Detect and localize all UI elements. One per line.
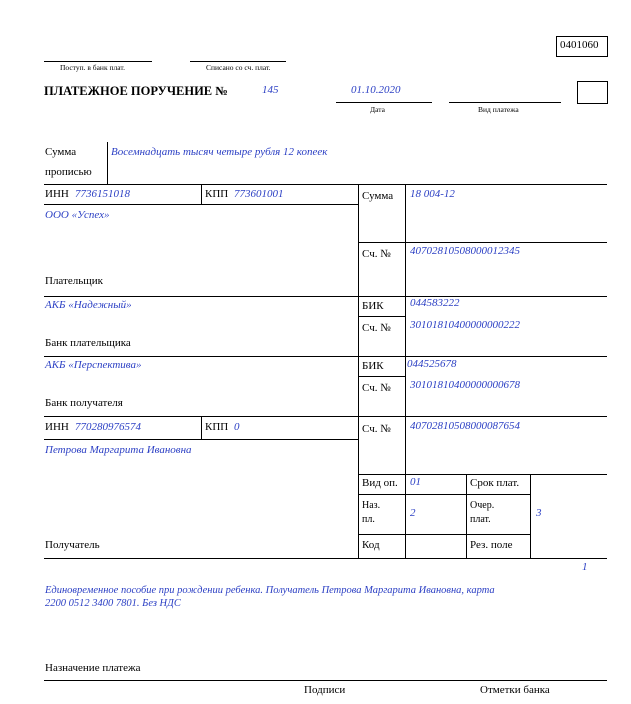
grid-line-bik2 <box>358 376 405 377</box>
payer-bank-name: АКБ «Надежный» <box>45 299 132 311</box>
date-line <box>336 102 432 103</box>
grid-line-inn <box>44 184 607 185</box>
purpose-code-label-1: Наз. <box>362 500 381 511</box>
payer-bank-acc-label: Сч. № <box>362 322 391 334</box>
grid-vline-main <box>358 184 359 558</box>
payment-type-line <box>449 102 561 103</box>
form-code: 0401060 <box>560 39 599 51</box>
extra-field: 1 <box>582 561 588 573</box>
payment-type-label: Вид платежа <box>478 105 519 114</box>
payer-bank-label: Банк плательщика <box>45 337 131 349</box>
sum-words-value: Восемнадцать тысяч четыре рубля 12 копеек <box>111 146 328 158</box>
grid-line-payee-sub <box>44 439 358 440</box>
payer-acc-label: Сч. № <box>362 248 391 260</box>
grid-line-payer-sub <box>44 204 358 205</box>
recv-bank-label: Поступ. в банк плат. <box>60 63 125 72</box>
grid-line-codes-top <box>358 474 607 475</box>
bank-marks-label: Отметки банка <box>480 684 550 696</box>
grid-vline-codes-a <box>466 474 467 558</box>
sum-words-divider <box>107 142 108 184</box>
grid-vline-values <box>405 184 406 558</box>
payee-name: Петрова Маргарита Ивановна <box>45 444 192 456</box>
priority: 3 <box>536 507 542 519</box>
purpose-code-label-2: пл. <box>362 514 375 525</box>
debited-label: Списано со сч. плат. <box>206 63 271 72</box>
recv-bank-line <box>44 61 152 62</box>
payer-bank-bik-label: БИК <box>362 300 384 312</box>
payer-inn: 7736151018 <box>75 188 130 200</box>
grid-vline-kpp2 <box>201 416 202 439</box>
payer-label: Плательщик <box>45 275 103 287</box>
payer-acc: 40702810508000012345 <box>410 245 520 257</box>
payer-kpp-label: КПП <box>205 188 229 200</box>
code-label: Код <box>362 539 380 551</box>
payee-bank-acc-label: Сч. № <box>362 382 391 394</box>
payer-kpp: 773601001 <box>234 188 284 200</box>
payee-label: Получатель <box>45 539 100 551</box>
reserve-label: Рез. поле <box>470 539 513 551</box>
payer-inn-label: ИНН <box>45 188 69 200</box>
sum-words-label-1: Сумма <box>45 146 77 158</box>
doc-date: 01.10.2020 <box>351 84 401 96</box>
payee-bank-acc: 30101810400000000678 <box>410 379 520 391</box>
signatures-label: Подписи <box>304 684 346 696</box>
payee-kpp: 0 <box>234 421 240 433</box>
grid-line-payer-bottom <box>44 296 607 297</box>
payer-name: ООО «Успех» <box>45 209 110 221</box>
purpose-line-1: Единовременное пособие при рождении ребенка. Получатель Петрова Маргарита Ивановна, карта <box>45 585 495 596</box>
op-type: 01 <box>410 476 421 488</box>
payee-acc-label: Сч. № <box>362 423 391 435</box>
purpose-label: Назначение платежа <box>45 662 141 674</box>
doc-number: 145 <box>262 84 279 96</box>
doc-title: ПЛАТЕЖНОЕ ПОРУЧЕНИЕ № <box>44 84 228 98</box>
payee-bank-bik-label: БИК <box>362 360 384 372</box>
payee-bank-label: Банк получателя <box>45 397 123 409</box>
payee-kpp-label: КПП <box>205 421 229 433</box>
payee-bank-name: АКБ «Перспектива» <box>45 359 142 371</box>
sum-words-label-2: прописью <box>45 166 92 178</box>
purpose-code: 2 <box>410 507 416 519</box>
op-type-label: Вид оп. <box>362 477 398 489</box>
payee-inn-label: ИНН <box>45 421 69 433</box>
payer-sum: 18 004-12 <box>410 188 455 200</box>
purpose-bottom-line <box>44 680 607 681</box>
payer-bank-bik: 044583222 <box>410 297 460 309</box>
date-label: Дата <box>370 105 385 114</box>
payee-bank-bik: 044525678 <box>407 358 457 370</box>
grid-vline-kpp1 <box>201 184 202 204</box>
grid-vline-codes-b <box>530 474 531 558</box>
grid-line-bik1 <box>358 316 405 317</box>
priority-label-1: Очер. <box>470 500 495 511</box>
payee-acc: 40702810508000087654 <box>410 420 520 432</box>
term-label: Срок плат. <box>470 477 520 489</box>
grid-line-payerbank-bottom <box>44 356 607 357</box>
payer-sum-label: Сумма <box>362 190 394 202</box>
payee-inn: 770280976574 <box>75 421 141 433</box>
priority-label-2: плат. <box>470 514 491 525</box>
grid-line-codes-mid2 <box>358 534 530 535</box>
grid-line-payeebank-bottom <box>44 416 607 417</box>
debited-line <box>190 61 286 62</box>
grid-line-codes-bottom <box>44 558 607 559</box>
grid-line-codes-mid1 <box>358 494 530 495</box>
payer-bank-acc: 30101810400000000222 <box>410 319 520 331</box>
purpose-line-2: 2200 0512 3400 7801. Без НДС <box>45 598 181 609</box>
payer-status-box <box>577 81 608 104</box>
grid-line-payer-acc <box>358 242 607 243</box>
